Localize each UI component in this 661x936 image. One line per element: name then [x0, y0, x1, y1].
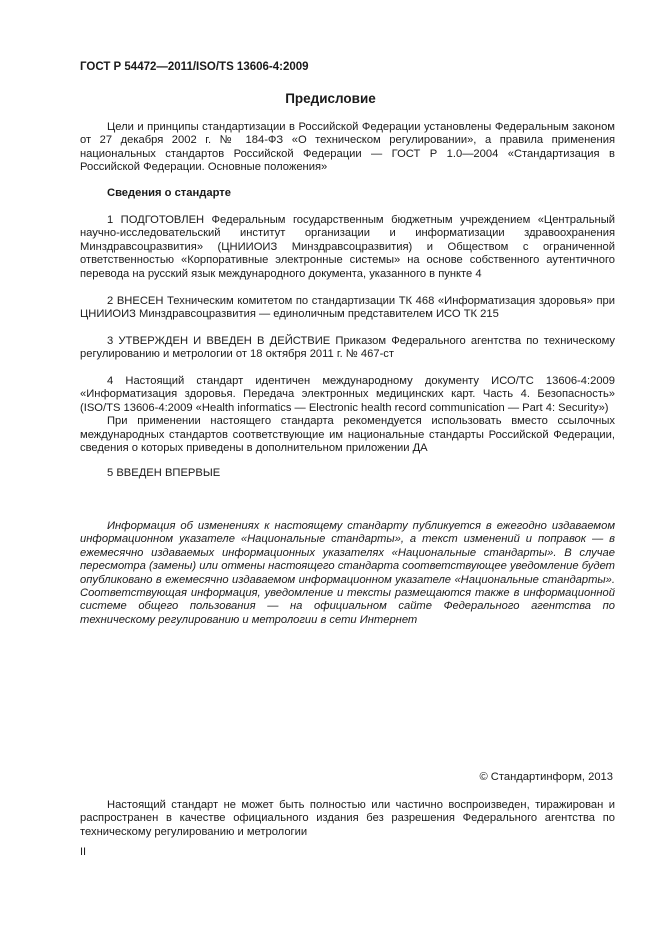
document-header: ГОСТ Р 54472—2011/ISO/TS 13606-4:2009: [80, 61, 309, 73]
page-title: Предисловие: [285, 91, 376, 106]
item-2-block: [80, 295, 615, 322]
reproduction-notice: Настоящий стандарт не может быть полностью или частично воспроизведен, тиражирован и распространен в качестве официального издания без разрешения Федерального агентства по техническому регулированию и метрологии: [80, 799, 615, 838]
item-1-block: [80, 214, 615, 281]
item-3: 3 УТВЕРЖДЕН И ВВЕДЕН В ДЕЙСТВИЕ Приказом Федерального агентства по техническому регулированию и метрологии от 18 октября 2011 г. № 467-ст: [80, 335, 615, 361]
copyright: © Стандартинформ, 2013: [479, 771, 613, 783]
item-4: 4 Настоящий стандарт идентичен международному документу ИСО/ТС 13606-4:2009 «Информатизация здоровья. Передача электронных медицинских карт. Часть 4. Безопасность» (ISO/TS 13606-4:2009 «Health informatics — Electronic health record communication — Part 4: Security»): [80, 375, 615, 414]
intro-paragraph-block: [80, 121, 615, 175]
intro-paragraph: Цели и принципы стандартизации в Российской Федерации установлены Федеральным законом от 27 декабря 2002 г. № 184-ФЗ «О техническом регулировании», а правила применения национальных стандартов Российской Федерации — ГОСТ Р 1.0—2004 «Стандартизация в Российской Федерации. Основные положения»: [80, 121, 615, 174]
reproduction-notice-block: [80, 799, 615, 839]
item-2: 2 ВНЕСЕН Техническим комитетом по стандартизации ТК 468 «Информатизация здоровья» при ЦНИИОИЗ Минздравсоцразвития — единоличным представителем ИСО ТК 215: [80, 295, 615, 321]
item-1: 1 ПОДГОТОВЛЕН Федеральным государственным бюджетным учреждением «Центральный научно-исследовательский институт организации и информатизации здравоохранения Минздравсоцразвития» (ЦНИИОИЗ Минздравсоцразвития) и Обществом с ограниченной ответственностью «Корпоративные электронные системы» на основе собственного аутентичного перевода на русский язык международного документа, указанного в пункте 4: [80, 214, 615, 280]
page-number: II: [80, 846, 87, 858]
item-5: 5 ВВЕДЕН ВПЕРВЫЕ: [107, 467, 221, 479]
item-3-block: [80, 335, 615, 362]
item-4-note: При применении настоящего стандарта рекомендуется использовать вместо ссылочных международных стандартов соответствующие им национальные стандарты Российской Федерации, сведения о которых приведены в дополнительном приложении ДА: [80, 415, 615, 455]
info-notice: Информация об изменениях к настоящему стандарту публикуется в ежегодно издаваемом информационном указателе «Национальные стандарты», а текст изменений и поправок — в ежемесячно издаваемых информационных указателях «Национальные стандарты». В случае пересмотра (замены) или отмены настоящего стандарта соответствующее уведомление будет опубликовано в ежемесячно издаваемом информационном указателе «Национальные стандарты». Соответствующая информация, уведомление и тексты размещаются также в информационной системе общего пользования — на официальном сайте Федерального агентства по техническому регулированию и метрологии в сети Интернет: [80, 520, 615, 626]
section-heading-block: [80, 187, 615, 200]
section-heading: Сведения о стандарте: [107, 187, 231, 199]
info-notice-block: [80, 520, 615, 627]
item-5-block: [80, 467, 615, 480]
item-4-block: [80, 375, 615, 455]
